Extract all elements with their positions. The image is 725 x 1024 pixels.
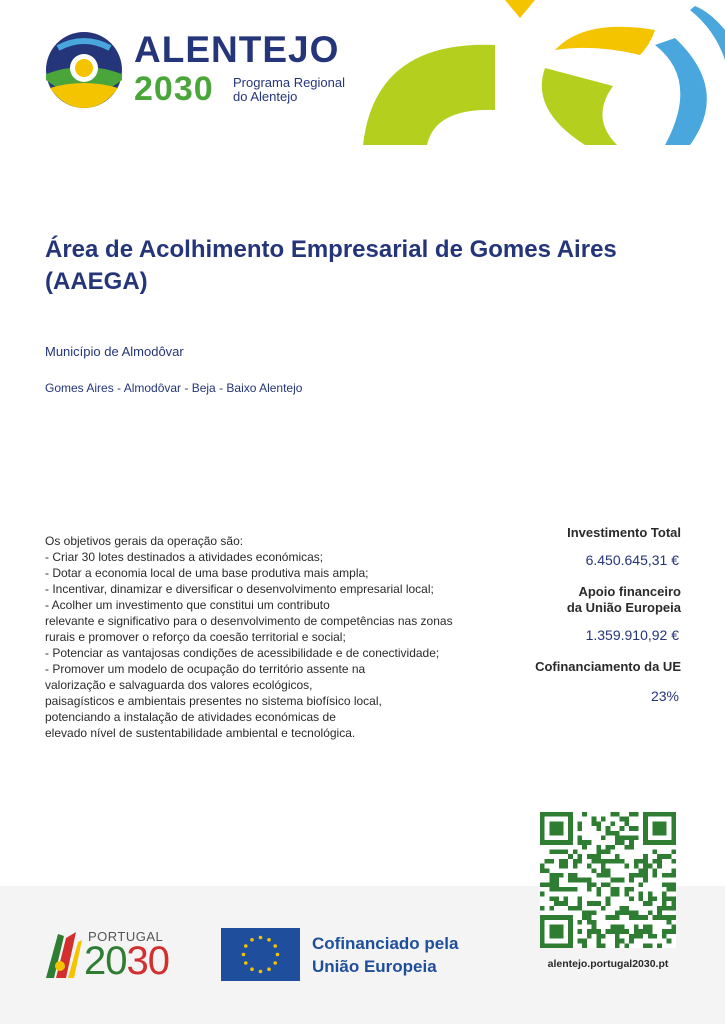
decorative-arcs-icon bbox=[355, 0, 725, 150]
cofinancing-value: 23% bbox=[650, 688, 679, 704]
support-label-line1: Apoio financeiro bbox=[578, 584, 681, 599]
eu-line2: União Europeia bbox=[312, 957, 437, 976]
objectives-text: Os objetivos gerais da operação são: - Criar 30 lotes destinados a atividades económicas; - Dotar a economia local de uma base produtiva mais ampla; - Incentivar, dinamizar e diversificar o desenvolvimento empresarial local; - Acolher um investimento que constitui um contributo relevante e significativo para o desenvolvimento de competências nas zonas rurais e promover o reforço da coesão territorial e social; - Potenciar as vantajosas condições de acessibilidade e de conectividade; - Promover um modelo de ocupação do território assente na valorização e salvaguarda dos valores ecológicos, paisagísticos e ambientais presentes no sistema biofísico local, potenciando a instalação de atividades económicas de elevado nível de sustentabilidade ambiental e tecnológica. bbox=[45, 534, 453, 740]
website-link[interactable]: alentejo.portugal2030.pt bbox=[547, 958, 669, 970]
eu-flag-icon bbox=[221, 928, 300, 981]
brand-subtitle-line1: Programa Regional bbox=[233, 75, 346, 90]
investment-value: 6.450.645,31 € bbox=[585, 552, 679, 568]
support-label-line2: da União Europeia bbox=[566, 600, 681, 615]
support-value: 1.359.910,92 € bbox=[585, 627, 679, 643]
brand-subtitle bbox=[233, 76, 345, 104]
location: Gomes Aires - Almodôvar - Beja - Baixo Alentejo bbox=[45, 381, 303, 395]
portugal-year bbox=[84, 940, 169, 982]
brand-subtitle-line2: do Alentejo bbox=[233, 89, 298, 104]
municipality: Município de Almodôvar bbox=[45, 344, 184, 359]
portugal-label: PORTUGAL bbox=[88, 929, 164, 944]
qr-code-icon[interactable] bbox=[540, 812, 676, 948]
portugal-year-b: 30 bbox=[126, 939, 169, 983]
support-label bbox=[481, 584, 681, 616]
eu-line1: Cofinanciado pela bbox=[312, 934, 459, 953]
brand-name: ALENTEJO bbox=[134, 29, 340, 70]
project-title: Área de Acolhimento Empresarial de Gomes Aires (AAEGA) bbox=[45, 236, 617, 295]
brand-year: 2030 bbox=[134, 70, 214, 108]
cofinancing-label: Cofinanciamento da UE bbox=[535, 659, 681, 674]
investment-label: Investimento Total bbox=[567, 525, 681, 540]
alentejo-sun-logo-icon bbox=[44, 30, 124, 110]
portugal-year-a: 20 bbox=[84, 939, 127, 983]
eu-cofinancing-text bbox=[312, 932, 458, 978]
portugal-flag-icon bbox=[42, 928, 82, 980]
